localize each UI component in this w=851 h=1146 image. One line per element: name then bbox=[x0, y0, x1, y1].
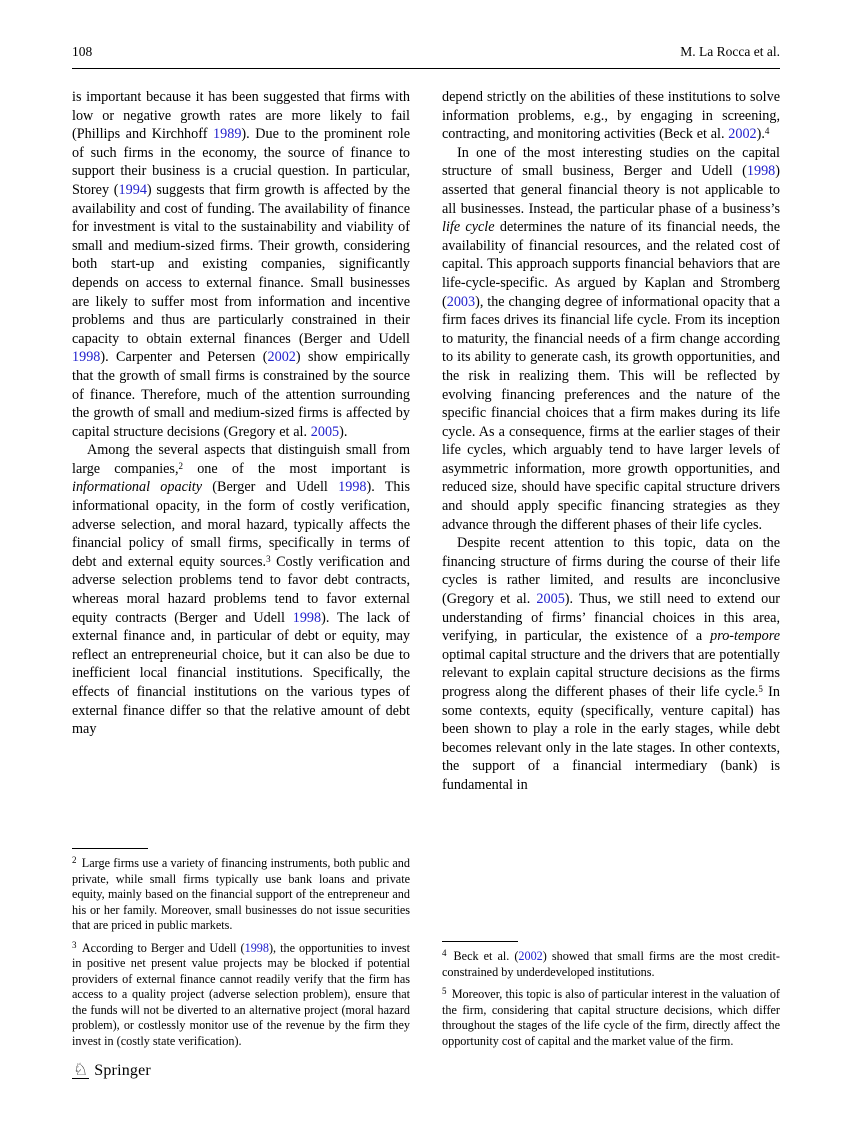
body-paragraph bbox=[442, 534, 780, 794]
footnote-marker[interactable]: 3 bbox=[266, 553, 271, 564]
publisher-name: Springer bbox=[94, 1062, 151, 1079]
text-run: ). Thus, we still need to extend our understanding of firms’ financial choices in this area, verifying, in particular, the existence of a bbox=[442, 591, 781, 645]
body-paragraph bbox=[72, 88, 410, 441]
footnote-number: 5 bbox=[442, 986, 447, 996]
text-run: one of the most important is bbox=[183, 460, 411, 477]
citation-link[interactable]: 2002 bbox=[267, 349, 296, 366]
italic-term: pro-tempore bbox=[710, 628, 780, 645]
text-run: In one of the most interesting studies on the capital structure of small business, Berger and Udell ( bbox=[442, 144, 780, 180]
right-column bbox=[442, 88, 780, 1056]
text-run: Moreover, this topic is also of particular interest in the valuation of the firm, considering that capital structure decisions, which differ throughout the stages of the life cycle of the firm, directly affect the opportunity cost of capital and the market value of the firm. bbox=[442, 987, 780, 1048]
running-head: M. La Rocca et al. bbox=[680, 44, 780, 59]
footnote-separator bbox=[442, 941, 518, 942]
citation-link[interactable]: 1998 bbox=[338, 479, 367, 496]
citation-link[interactable]: 2005 bbox=[536, 591, 565, 608]
text-run: According to Berger and Udell ( bbox=[81, 940, 245, 955]
text-run: Among the several aspects that distinguish small from large companies, bbox=[72, 442, 410, 477]
citation-link[interactable]: 2002 bbox=[518, 949, 543, 963]
italic-term: informational opacity bbox=[72, 479, 203, 496]
italic-term: life cycle bbox=[442, 219, 495, 236]
footnote-number: 4 bbox=[442, 948, 447, 958]
citation-link[interactable]: 1998 bbox=[292, 609, 322, 626]
text-run: depend strictly on the abilities of these institutions to solve information problems, e.g., by engaging in screening, contracting, and monitoring activities (Beck et al. bbox=[442, 89, 780, 143]
text-run: ). bbox=[756, 126, 765, 143]
header-rule bbox=[72, 68, 780, 69]
text-run: optimal capital structure and the drivers that are potentially relevant to explain capital structure decisions as the firms progress along the different phases of their life cycle. bbox=[442, 646, 780, 700]
text-run: Despite recent attention to this topic, data on the financing structure of firms during the course of their life cycles is rather limited, and results are inconclusive (Gregory et al. bbox=[442, 535, 780, 608]
footnote-marker[interactable]: 5 bbox=[758, 684, 763, 694]
footnote bbox=[442, 949, 780, 980]
citation-link[interactable]: 1998 bbox=[746, 163, 776, 180]
text-run: ). Carpenter and Petersen ( bbox=[100, 349, 268, 366]
text-run: ) asserted that general financial theory is not applicable to all businesses. Instead, the particular phase of a business’s bbox=[442, 163, 780, 217]
footnote bbox=[72, 856, 410, 934]
text-run: ) suggests that firm growth is affected by the availability and cost of funding. The availability of finance for investment is vital to the sustainability and viability of small and medium-sized firms. Their growth, considering both start-up and existing companies, significantly depends on access to external finance. Small businesses are likely to suffer most from information and incentive problems and thus are particularly constrained in their capacity to obtain external finances (Berger and Udell bbox=[72, 181, 411, 347]
left-column bbox=[72, 88, 410, 1056]
springer-knight-icon: ♘ bbox=[73, 1060, 89, 1079]
text-run: ), the changing degree of informational opacity that a firm faces drives its financial life cycle. From its inception to maturity, the financial needs of a firm change according to its ability to generate cash, its growth opportunities, and the risk in realizing them. This will be reflected by evolving financing preferences and the nature of the specific financial choices that a firm makes during its life cycle. As a consequence, firms at the earlier stages of their life cycles, which arguably tend to have larger levels of asymmetric information, more growth opportunities, and reduced size, should have specific capital structure drivers and should apply specific financing strategies as they advance through the different phases of their life cycles. bbox=[442, 293, 780, 533]
body-paragraph bbox=[72, 441, 410, 739]
two-column-body bbox=[72, 88, 780, 1056]
body-paragraph bbox=[442, 88, 780, 144]
citation-link[interactable]: 1998 bbox=[244, 940, 269, 955]
text-run: Large firms use a variety of financing instruments, both public and private, while small firms typically use bank loans and private equity, mainly based on the financial support of the entrepreneur and his or her family. Moreover, small businesses do not issue securities that are priced in public markets. bbox=[72, 856, 410, 932]
body-paragraph bbox=[442, 144, 780, 534]
footnote-number: 3 bbox=[72, 939, 77, 950]
text-run: is important because it has been suggested that firms with low or negative growth rates are more likely to fail (Phillips and Kirchhoff bbox=[72, 89, 410, 143]
text-run: ) show empirically that the growth of small firms is constrained by the source of finance. Therefore, much of the attention surrounding the growth of small and medium-sized firms is affected by capital structure decisions (Gregory et al. bbox=[72, 349, 411, 440]
right-footnotes-block bbox=[442, 941, 780, 1056]
page-number: 108 bbox=[72, 44, 93, 59]
right-column-text bbox=[442, 88, 780, 795]
publisher-footer bbox=[72, 1062, 151, 1080]
page-header bbox=[72, 44, 780, 60]
text-run: ), the opportunities to invest in positive net present value projects may be blocked if potential providers of external finance cannot readily verify that the firm has access to a quality project (adverse selection problem), ensure that the funds will not be diverted to an alternative project (moral hazard problem), or costlessly monitor use of the revenue by the firm they invest in (costly state verification). bbox=[72, 940, 411, 1048]
text-run: (Berger and Udell bbox=[202, 479, 339, 496]
text-run: determines the nature of its financial needs, the availability of financial resources, and the related cost of capital. This approach supports financial behaviors that are life-cycle-specific. As argued by Kaplan and Stromberg ( bbox=[442, 219, 780, 310]
footnote-list bbox=[442, 949, 780, 1049]
footnote bbox=[442, 987, 780, 1049]
text-run: ) showed that small firms are the most credit-constrained by underdeveloped institutions. bbox=[442, 949, 780, 979]
citation-link[interactable]: 1994 bbox=[118, 181, 147, 198]
text-run: ). This informational opacity, in the form of costly verification, adverse selection, and moral hazard, typically affects the financial policy of small firms, specifically in terms of debt and external equity sources. bbox=[72, 479, 410, 570]
footnote-marker[interactable]: 4 bbox=[764, 126, 770, 137]
footnote-marker[interactable]: 2 bbox=[178, 460, 184, 471]
text-run: Costly verification and adverse selection problems tend to favor debt contracts, whereas moral hazard problems tend to favor external equity contracts (Berger and Udell bbox=[72, 553, 410, 626]
citation-link[interactable]: 2002 bbox=[728, 126, 757, 143]
citation-link[interactable]: 2005 bbox=[310, 423, 340, 440]
citation-link[interactable]: 2003 bbox=[446, 293, 476, 310]
citation-link[interactable]: 1998 bbox=[72, 349, 101, 366]
text-run: ). Due to the prominent role of such firms in the economy, the source of finance to support their business is a crucial question. In particular, Storey ( bbox=[72, 126, 410, 198]
citation-link[interactable]: 1989 bbox=[213, 126, 242, 143]
text-run: ). bbox=[339, 423, 348, 440]
footnote-list bbox=[72, 856, 410, 1049]
left-column-text bbox=[72, 88, 410, 739]
footnote bbox=[72, 941, 410, 1050]
text-run: ). The lack of external finance and, in particular of debt or equity, may reflect an entrepreneurial choice, but it can also be due to inefficient local financial institutions. Specifically, the effects of financial institutions on the various types of external finance differ so that the relative amount of debt may bbox=[72, 609, 410, 738]
footnote-separator bbox=[72, 848, 148, 849]
text-run: In some contexts, equity (specifically, venture capital) has been shown to play a role in the early stages, while debt becomes relevant only in the late stages. In other contexts, the support of a financial intermediary (bank) is fundamental in bbox=[442, 684, 780, 793]
footnote-number: 2 bbox=[72, 855, 77, 865]
left-footnotes-block bbox=[72, 848, 410, 1056]
text-run: Beck et al. ( bbox=[453, 949, 519, 963]
